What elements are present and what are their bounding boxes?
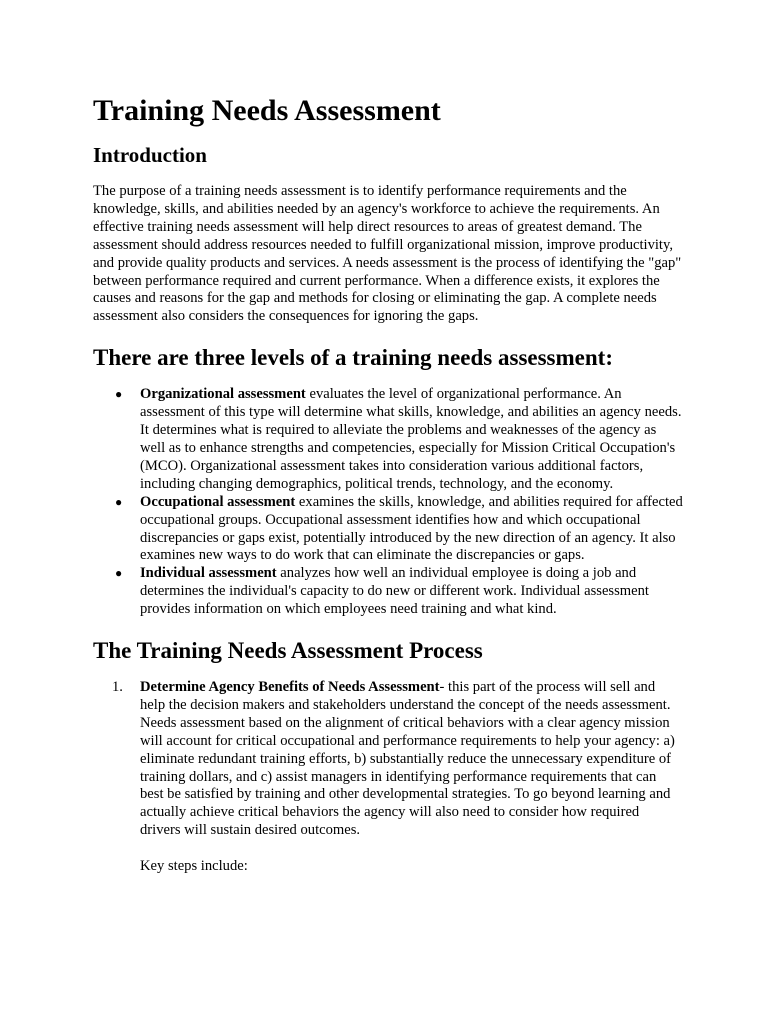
list-item [115,493,683,566]
bullet-icon: ● [115,387,123,402]
level-term: Organizational assessment [140,386,306,403]
levels-list [93,386,683,619]
step-description: - this part of the process will sell and help the decision makers and stakeholders understand the concept of the needs assessment. Needs assessment based on the alignment of critical behaviors with a clear agency mission will account for critical occupational and performance requirements to help your agency: a) eliminate redundant training efforts, b) substantially reduce the unnecessary expenditure of training dollars, and c) assist managers in identifying performance requirements that can best be satisfied by training and other developmental strategies. To go beyond learning and actually achieve critical behaviors the agency will also need to consider how required drivers will sustain desired outcomes. [140,679,675,839]
step-number: 1. [112,679,123,696]
level-term: Occupational assessment [140,493,296,510]
list-item [115,565,683,619]
page-title: Training Needs Assessment [93,94,441,127]
bullet-icon: ● [115,566,123,581]
level-description: evaluates the level of organizational performance. An assessment of this type will determine what skills, knowledge, and abilities an agency needs. It determines what is required to alleviate the problems and weaknesses of the agency as well as to enhance strengths and competencies, especially for Mission Critical Occupation's (MCO). Organizational assessment takes into consideration various additional factors, including changing demographics, political trends, technology, and the economy. [140,386,682,492]
level-description: examines the skills, knowledge, and abilities required for affected occupational groups. Occupational assessment identifies how and which occupational discrepancies or gaps exist, potentially introduced by the new direction of an agency. It also examines new ways to do work that can eliminate the discrepancies or gaps. [140,493,683,564]
document-content [93,94,683,876]
level-term: Individual assessment [140,565,277,582]
level-description: analyzes how well an individual employee is doing a job and determines the individual's capacity to do new or different work. Individual assessment provides information on which employees need training and what kind. [140,565,649,618]
bullet-icon: ● [115,494,123,509]
process-list [93,679,683,876]
key-steps-label: Key steps include: [140,858,248,875]
list-item [112,679,683,876]
introduction-paragraph: The purpose of a training needs assessment is to identify performance requirements and the knowledge, skills, and abilities needed by an agency's workforce to achieve the requirements. An effective training needs assessment will help direct resources to areas of greatest demand. The assessment should address resources needed to fulfill organizational mission, improve productivity, and provide quality products and services. A needs assessment is the process of identifying the "gap" between performance required and current performance. When a difference exists, it explores the causes and reasons for the gap and methods for closing or eliminating the gap. A complete needs assessment also considers the consequences for ignoring the gaps. [93,183,682,325]
introduction-heading: Introduction [93,143,207,167]
process-heading: The Training Needs Assessment Process [93,638,483,664]
list-item [115,386,683,493]
step-term: Determine Agency Benefits of Needs Assessment [140,679,440,696]
levels-heading: There are three levels of a training needs assessment: [93,345,613,371]
